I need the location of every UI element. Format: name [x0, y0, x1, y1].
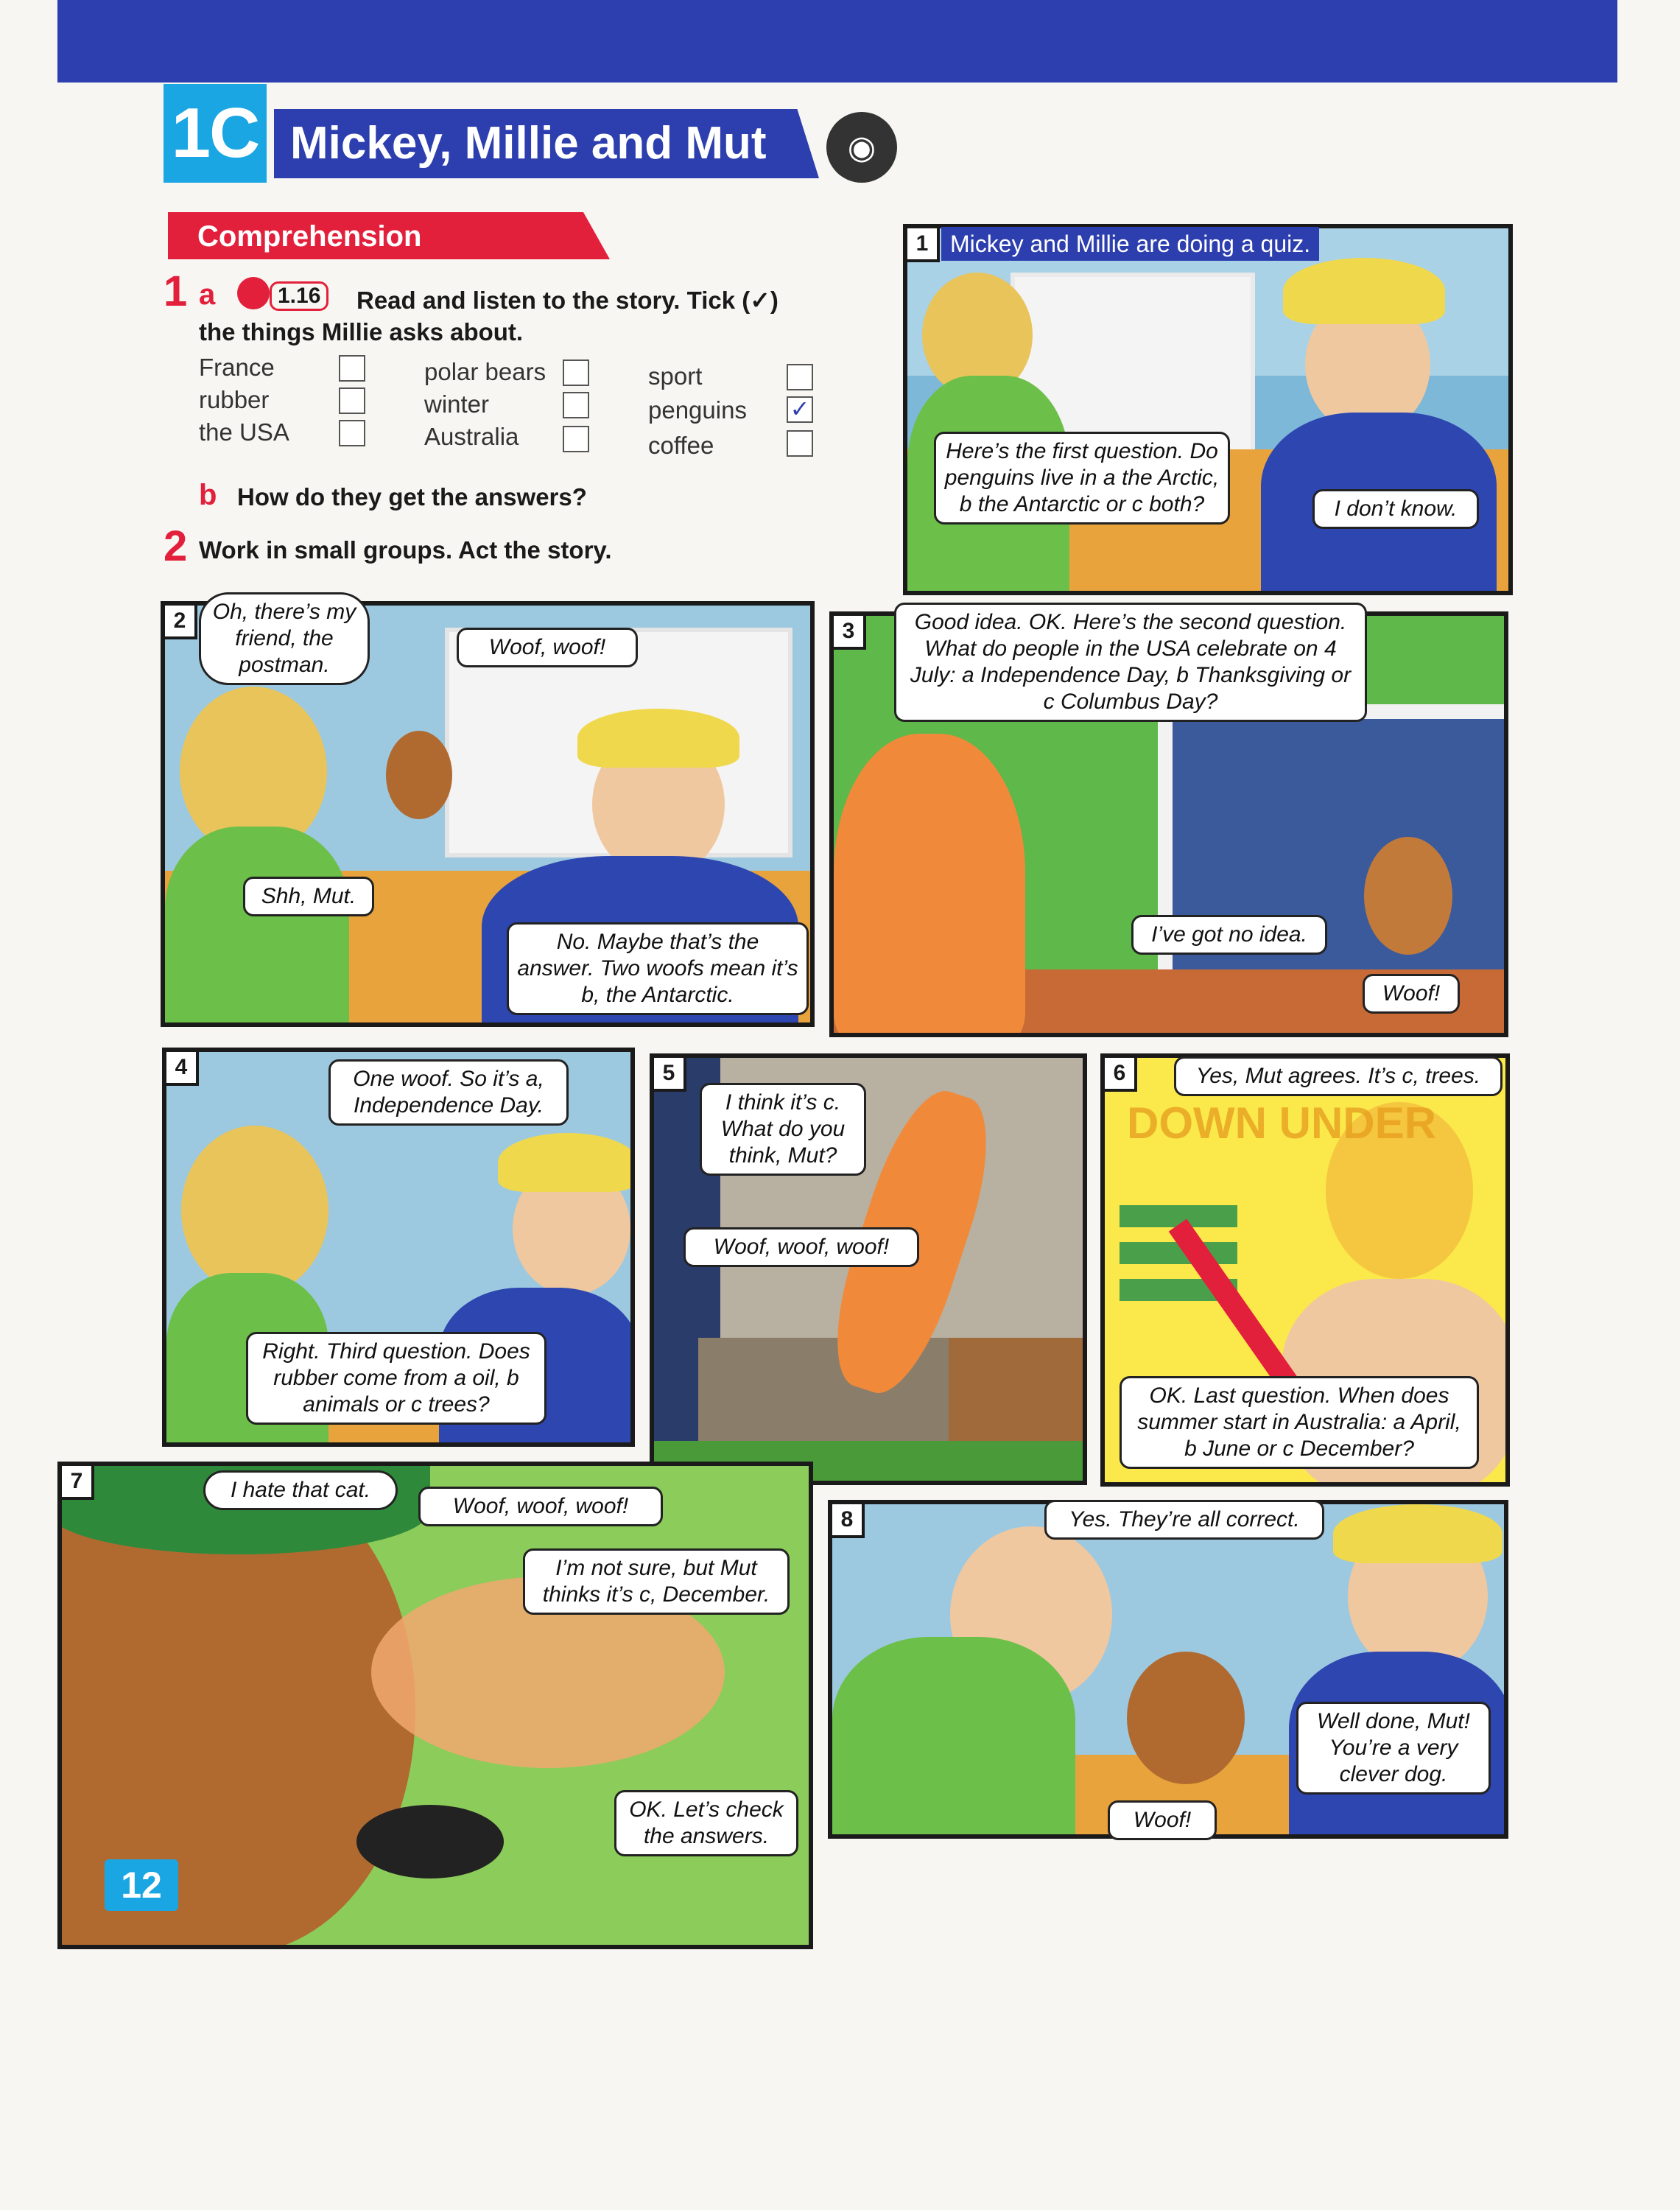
tick-box[interactable] [787, 364, 813, 390]
panel-number: 5 [654, 1058, 686, 1092]
panel-number: 7 [62, 1466, 94, 1500]
exercise-1-number: 1 [164, 267, 188, 315]
speech-bubble: Here’s the first question. Do penguins live in a the Arctic, b the Antarctic or c both? [934, 432, 1230, 525]
exercise-1a-instruction-line1: Read and listen to the story. Tick (✓) [356, 287, 779, 314]
top-banner [57, 0, 1617, 83]
panel-number: 6 [1105, 1058, 1137, 1092]
speech-bubble: OK. Let’s check the answers. [614, 1790, 798, 1856]
panel-number: 4 [166, 1052, 199, 1086]
thought-bubble: Oh, there’s my friend, the postman. [199, 592, 370, 685]
tick-box-checked[interactable]: ✓ [787, 396, 813, 423]
exercise-1b-letter: b [199, 479, 217, 511]
panel-caption: Mickey and Millie are doing a quiz. [941, 227, 1319, 261]
tick-word: coffee [648, 432, 714, 459]
speech-bubble: OK. Last question. When does summer start in Australia: a April, b June or c December? [1120, 1376, 1479, 1469]
speech-bubble: I’ve got no idea. [1131, 915, 1327, 955]
speech-bubble: Woof, woof, woof! [683, 1227, 919, 1267]
speech-bubble: Shh, Mut. [243, 877, 374, 916]
speech-bubble: Woof! [1363, 974, 1460, 1014]
speech-bubble: Well done, Mut! You’re a very clever dog. [1296, 1702, 1491, 1795]
tick-word: polar bears [424, 358, 546, 385]
speech-bubble: Right. Third question. Does rubber come from a oil, b animals or c trees? [246, 1332, 546, 1425]
tick-word: sport [648, 362, 703, 390]
tick-word: winter [424, 390, 490, 418]
exercise-2-instruction: Work in small groups. Act the story. [199, 536, 612, 564]
speech-bubble: Good idea. OK. Here’s the second question. What do people in the USA celebrate on 4 July: a Independence Day, b Thanksgiving or c Columbus Day? [894, 603, 1367, 722]
tick-word: rubber [199, 386, 270, 413]
tick-box[interactable] [339, 420, 365, 446]
tick-box[interactable] [339, 387, 365, 414]
video-camera-icon[interactable]: ◉ [826, 112, 897, 183]
audio-icon[interactable] [237, 277, 270, 309]
audio-track-number[interactable]: 1.16 [270, 281, 328, 311]
tick-word: Australia [424, 423, 519, 450]
tick-word: the USA [199, 418, 289, 446]
speech-bubble: Yes. They’re all correct. [1044, 1500, 1324, 1540]
exercise-1a-instruction-line2: the things Millie asks about. [199, 318, 524, 345]
speech-bubble: One woof. So it’s a, Independence Day. [328, 1059, 569, 1126]
panel-number: 8 [832, 1504, 865, 1538]
tick-box[interactable] [339, 355, 365, 382]
speech-bubble: Woof! [1108, 1800, 1217, 1840]
speech-bubble: No. Maybe that’s the answer. Two woofs mean it’s b, the Antarctic. [507, 922, 809, 1015]
comic-panel-1 [903, 224, 1513, 595]
page-title: Mickey, Millie and Mut [290, 118, 767, 169]
section-title: Comprehension [197, 220, 422, 253]
tick-word: penguins [648, 396, 747, 424]
panel-number: 2 [165, 606, 197, 639]
speech-bubble: Yes, Mut agrees. It’s c, trees. [1174, 1056, 1502, 1096]
exercise-2-number: 2 [164, 522, 188, 570]
page-number: 12 [105, 1859, 178, 1911]
panel-number: 3 [834, 616, 866, 650]
speech-bubble: I’m not sure, but Mut thinks it’s c, December. [523, 1548, 790, 1615]
tick-box[interactable] [563, 392, 589, 418]
book-cover-text: DOWN UNDER [1127, 1098, 1436, 1148]
panel-number: 1 [907, 228, 940, 262]
lesson-badge: 1C [164, 84, 267, 183]
thought-bubble: I hate that cat. [203, 1470, 398, 1510]
tick-box[interactable] [563, 426, 589, 452]
speech-bubble: I don’t know. [1312, 489, 1479, 529]
speech-bubble: I think it’s c. What do you think, Mut? [700, 1083, 866, 1176]
exercise-1a-letter: a [199, 278, 216, 311]
speech-bubble: Woof, woof! [457, 628, 638, 667]
tick-word: France [199, 354, 275, 381]
exercise-1b-instruction: How do they get the answers? [237, 483, 587, 511]
tick-box[interactable] [787, 430, 813, 457]
speech-bubble: Woof, woof, woof! [418, 1487, 663, 1526]
tick-box[interactable] [563, 359, 589, 386]
